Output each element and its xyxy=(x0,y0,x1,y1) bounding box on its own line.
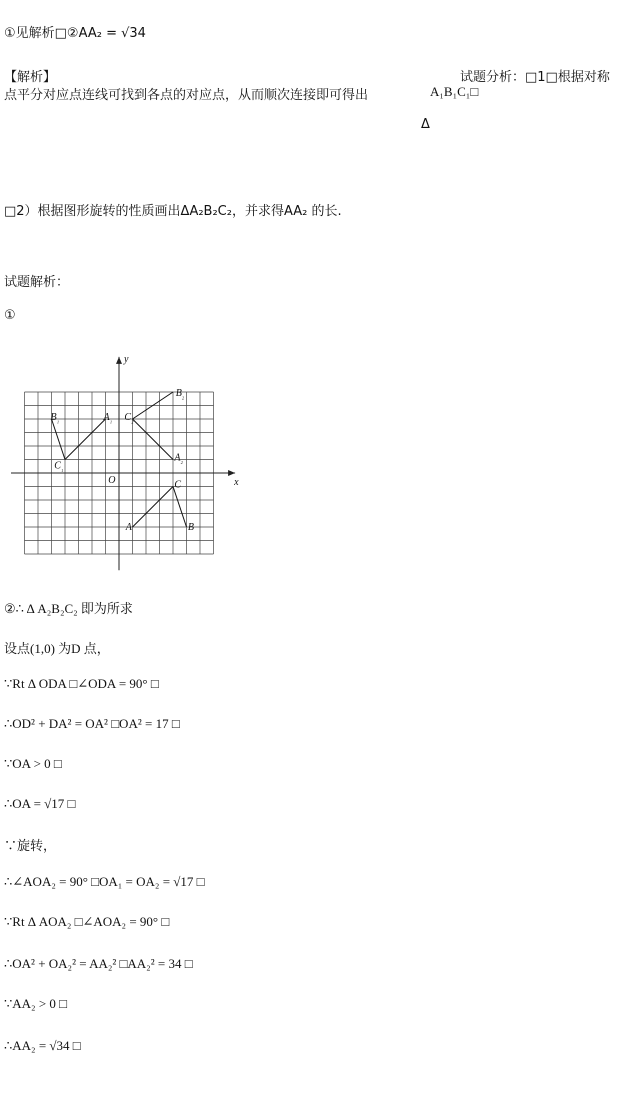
analysis-line2: 点平分对应点连线可找到各点的对应点，从而顺次连接即可得出 xyxy=(4,88,369,103)
solution-step: ∵旋转， xyxy=(4,838,57,853)
solution-step: ∵AA₂ > 0 □ xyxy=(4,996,68,1011)
origin-label: O xyxy=(108,475,116,486)
solution-step: ∴OA = √17 □ xyxy=(4,796,76,811)
coordinate-grid-figure xyxy=(4,350,254,572)
point-label-b: B xyxy=(187,522,194,533)
point-label-b1: $B_{_1}$ xyxy=(50,412,60,424)
solution-step: ∵Rt Δ ODA □∠ODA = 90° □ xyxy=(4,676,159,691)
triangle-segment xyxy=(133,419,174,460)
solution-step: ∴OA² + OA₂² = AA₂² □AA₂² = 34 □ xyxy=(4,956,193,971)
point-label-c: C xyxy=(174,479,182,491)
analysis-part2: □2）根据图形旋转的性质画出ΔA₂B₂C₂，并求得AA₂ 的长. xyxy=(4,204,342,219)
point-label-a1: $A_{_1}$ xyxy=(103,412,113,424)
triangle-segment xyxy=(133,487,174,528)
triangle-label: A₁B₁C₁□ xyxy=(430,84,479,99)
solution-step: ∴AA₂ = √34 □ xyxy=(4,1038,81,1053)
answer-line: ①见解析□②AA₂ = √34 xyxy=(4,26,146,41)
triangle-segment xyxy=(52,419,66,460)
x-axis-label: x xyxy=(234,477,239,488)
solution-step: 设点(1,0) 为D 点， xyxy=(4,641,110,656)
point-label-c1: $C_{_1}$ xyxy=(54,460,64,473)
analysis-right-text: 试题分析：□1□根据对称 xyxy=(460,70,610,85)
solution-step: ∵OA > 0 □ xyxy=(4,756,62,771)
y-axis-label: y xyxy=(124,353,129,365)
solution-step: ∴∠AOA₂ = 90° □OA₁ = OA₂ = √17 □ xyxy=(4,874,205,889)
solution-step: ∵Rt Δ AOA₂ □∠AOA₂ = 90° □ xyxy=(4,914,170,929)
point-label-b2: $B_{_2}$ xyxy=(175,388,185,400)
y-axis-arrow xyxy=(116,357,122,364)
triangle-symbol: Δ xyxy=(421,117,430,132)
triangle-segment xyxy=(65,419,106,460)
part1-marker: ① xyxy=(4,308,16,323)
point-label-a: A xyxy=(125,522,132,533)
solution-step: ②∴ Δ A₂B₂C₂ 即为所求 xyxy=(4,601,133,616)
x-axis-arrow xyxy=(228,470,235,476)
triangle-segment xyxy=(173,487,187,528)
point-label-a2: $A_{_2}$ xyxy=(174,452,183,465)
point-label-c2: $C_{_2}$ xyxy=(124,412,134,424)
solution-step: ∴OD² + DA² = OA² □OA² = 17 □ xyxy=(4,716,180,731)
solution-heading: 试题解析： xyxy=(4,275,70,290)
analysis-heading: 【解析】 xyxy=(4,70,57,85)
